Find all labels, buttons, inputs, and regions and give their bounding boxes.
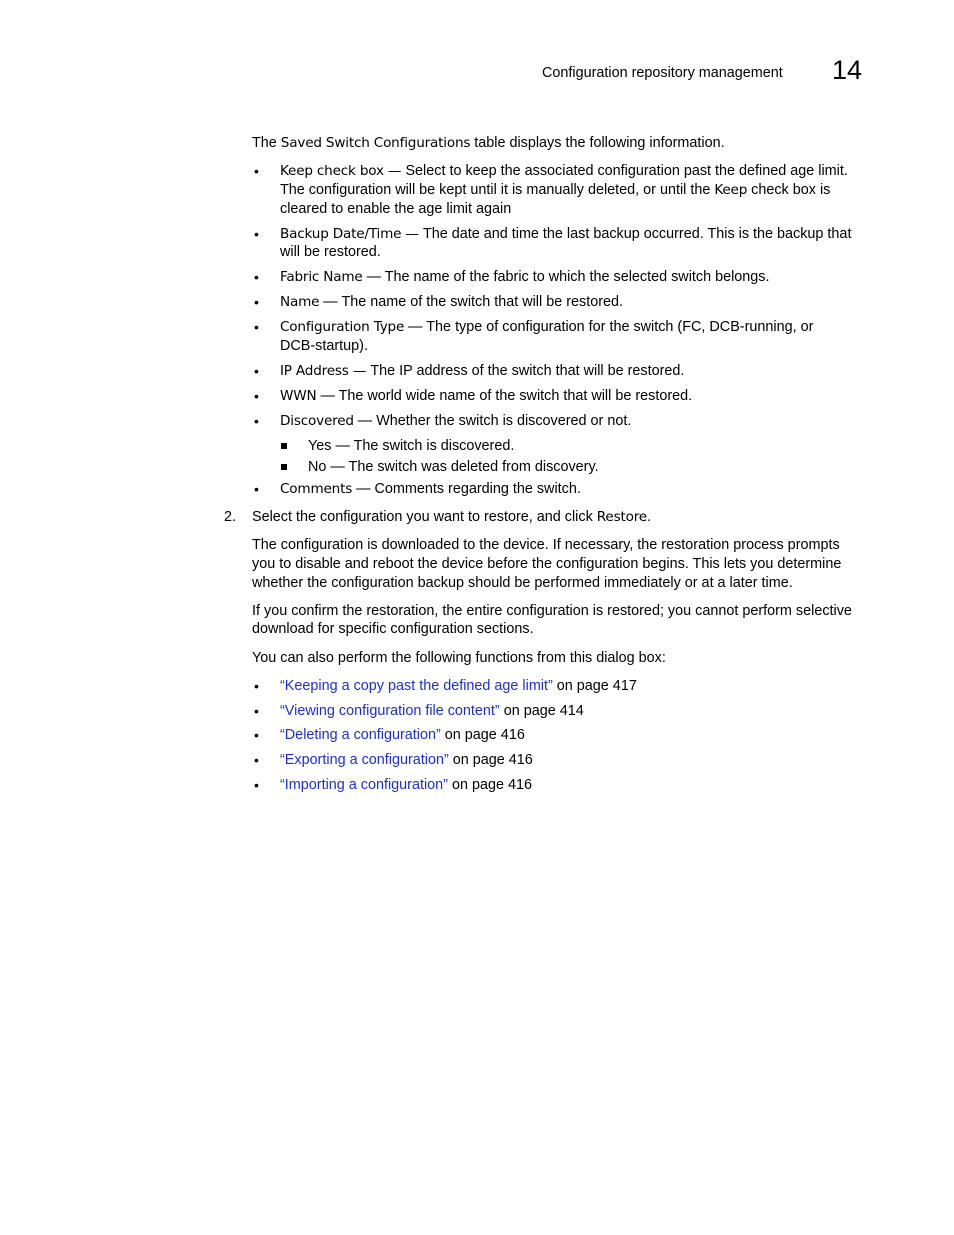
bullet-icon: • (254, 481, 259, 497)
paragraph-download-line3: whether the configuration backup should be performed immediately or at a later time. (252, 575, 793, 591)
paragraph-functions: You can also perform the following functions from this dialog box: (252, 650, 666, 666)
paragraph-download-line1: The configuration is downloaded to the device. If necessary, the restoration process prompts (252, 537, 840, 553)
field-fabric-name: Fabric Name — The name of the fabric to which the selected switch belongs. (280, 269, 770, 285)
link-item: “Viewing configuration file content” on page 414 (280, 703, 584, 719)
chapter-number: 14 (832, 55, 863, 85)
field-config-type-line1: Configuration Type — The type of configuration for the switch (FC, DCB-running, or (280, 319, 814, 335)
square-bullet-icon (281, 464, 287, 470)
bullet-icon: • (254, 752, 259, 768)
link-viewing-config[interactable]: “Viewing configuration file content” (280, 703, 500, 719)
bullet-icon: • (254, 703, 259, 719)
section-title: Configuration repository management (542, 65, 783, 81)
link-item: “Deleting a configuration” on page 416 (280, 727, 525, 743)
intro-paragraph: The Saved Switch Configurations table displays the following information. (252, 135, 725, 151)
field-comments: Comments — Comments regarding the switch. (280, 481, 581, 497)
bullet-icon: • (254, 678, 259, 694)
field-backup-line2: will be restored. (280, 244, 381, 260)
field-config-type-line2: DCB-startup). (280, 338, 368, 354)
link-exporting-config[interactable]: “Exporting a configuration” (280, 752, 449, 768)
bullet-icon: • (254, 363, 259, 379)
paragraph-download-line2: you to disable and reboot the device before the configuration begins. This lets you determine (252, 556, 842, 572)
restore-term: Restore (596, 509, 647, 525)
discovered-option-no: No — The switch was deleted from discovery. (308, 459, 599, 475)
bullet-icon: • (254, 413, 259, 429)
field-discovered: Discovered — Whether the switch is discovered or not. (280, 413, 632, 429)
bullet-icon: • (254, 226, 259, 242)
field-ip-address: IP Address — The IP address of the switch that will be restored. (280, 363, 685, 379)
field-keep-line2: The configuration will be kept until it is manually deleted, or until the Keep check box is (280, 182, 831, 198)
field-wwn: WWN — The world wide name of the switch that will be restored. (280, 388, 693, 404)
bullet-icon: • (254, 319, 259, 335)
step-2-text: Select the configuration you want to restore, and click Restore. (252, 509, 651, 525)
bullet-icon: • (254, 269, 259, 285)
bullet-icon: • (254, 388, 259, 404)
bullet-icon: • (254, 727, 259, 743)
field-keep-line3: cleared to enable the age limit again (280, 201, 512, 217)
link-item: “Keeping a copy past the defined age limit” on page 417 (280, 678, 637, 694)
field-backup-line1: Backup Date/Time — The date and time the last backup occurred. This is the backup that (280, 226, 852, 242)
paragraph-confirm-line1: If you confirm the restoration, the entire configuration is restored; you cannot perform selective (252, 603, 852, 619)
link-keeping-copy[interactable]: “Keeping a copy past the defined age limit” (280, 678, 553, 694)
bullet-icon: • (254, 777, 259, 793)
discovered-option-yes: Yes — The switch is discovered. (308, 438, 515, 454)
field-name: Name — The name of the switch that will be restored. (280, 294, 623, 310)
step-number: 2. (224, 509, 237, 525)
link-item: “Exporting a configuration” on page 416 (280, 752, 533, 768)
link-deleting-config[interactable]: “Deleting a configuration” (280, 727, 441, 743)
field-keep-line1: Keep check box — Select to keep the associated configuration past the defined age limit. (280, 163, 848, 179)
table-name: Saved Switch Configurations (280, 135, 471, 151)
square-bullet-icon (281, 443, 287, 449)
bullet-icon: • (254, 163, 259, 179)
paragraph-confirm-line2: download for specific configuration sections. (252, 621, 534, 637)
bullet-icon: • (254, 294, 259, 310)
link-importing-config[interactable]: “Importing a configuration” (280, 777, 448, 793)
link-item: “Importing a configuration” on page 416 (280, 777, 533, 793)
